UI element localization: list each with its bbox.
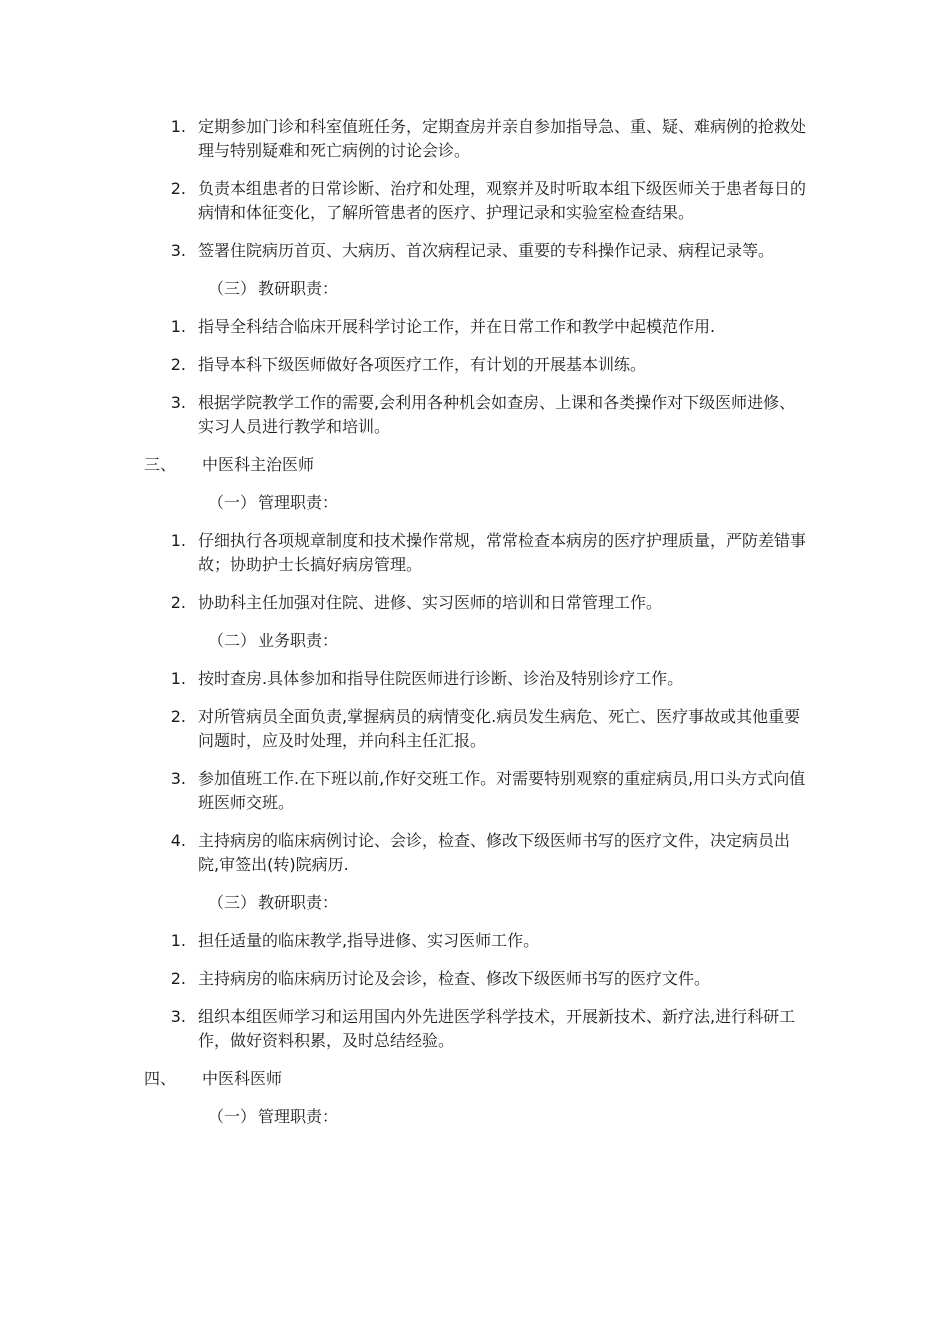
list-text: 根据学院教学工作的需要,会利用各种机会如查房、上课和各类操作对下级医师进修、实习人员进行教学和培训。 bbox=[198, 393, 796, 436]
document-body bbox=[0, 115, 950, 1143]
list-number: 2. bbox=[170, 707, 186, 726]
list-text: 协助科主任加强对住院、进修、实习医师的培训和日常管理工作。 bbox=[198, 593, 663, 612]
list-text: 指导全科结合临床开展科学讨论工作，并在日常工作和教学中起模范作用. bbox=[198, 317, 716, 336]
section-heading-physician bbox=[0, 1067, 950, 1091]
list-text: 负责本组患者的日常诊断、治疗和处理，观察并及时听取本组下级医师关于患者每日的病情和体征变化，了解所管患者的医疗、护理记录和实验室检查结果。 bbox=[198, 179, 807, 222]
list-number: 3. bbox=[170, 769, 186, 788]
list-text: 签署住院病历首页、大病历、首次病程记录、重要的专科操作记录、病程记录等。 bbox=[198, 241, 775, 260]
list-number: 4. bbox=[170, 831, 186, 850]
list-text: 按时查房.具体参加和指导住院医师进行诊断、诊治及特别诊疗工作。 bbox=[198, 669, 684, 688]
subheading-label: 教研职责： bbox=[258, 279, 339, 298]
list-text: 主持病房的临床病例讨论、会诊，检查、修改下级医师书写的医疗文件，决定病员出院,审签出(转)院病历. bbox=[198, 831, 791, 874]
subheading-management-duties bbox=[0, 491, 950, 515]
section-title: 中医科主治医师 bbox=[202, 455, 315, 474]
list-item bbox=[0, 667, 950, 691]
subheading-label: 管理职责： bbox=[258, 1107, 339, 1126]
subheading-teaching-duties bbox=[0, 277, 950, 301]
subheading-management-duties bbox=[0, 1105, 950, 1129]
subheading-number: （一） bbox=[208, 1107, 257, 1126]
list-text: 定期参加门诊和科室值班任务，定期查房并亲自参加指导急、重、疑、难病例的抢救处理与特别疑难和死亡病例的讨论会诊。 bbox=[198, 117, 807, 160]
subheading-number: （三） bbox=[208, 893, 257, 912]
subheading-label: 管理职责： bbox=[258, 493, 339, 512]
section-number: 三、 bbox=[144, 455, 177, 474]
subheading-number: （二） bbox=[208, 631, 257, 650]
list-number: 3. bbox=[170, 241, 186, 260]
list-item bbox=[0, 177, 950, 225]
list-number: 1. bbox=[170, 931, 186, 950]
list-item bbox=[0, 391, 950, 439]
list-text: 指导本科下级医师做好各项医疗工作，有计划的开展基本训练。 bbox=[198, 355, 647, 374]
subheading-teaching-duties bbox=[0, 891, 950, 915]
list-text: 对所管病员全面负责,掌握病员的病情变化.病员发生病危、死亡、医疗事故或其他重要问题时，应及时处理，并向科主任汇报。 bbox=[198, 707, 801, 750]
subheading-label: 业务职责： bbox=[258, 631, 339, 650]
section-number: 四、 bbox=[144, 1069, 177, 1088]
subheading-business-duties bbox=[0, 629, 950, 653]
list-number: 1. bbox=[170, 531, 186, 550]
list-item bbox=[0, 591, 950, 615]
list-item bbox=[0, 705, 950, 753]
list-item bbox=[0, 1005, 950, 1053]
list-item bbox=[0, 767, 950, 815]
list-item bbox=[0, 239, 950, 263]
section-title: 中医科医师 bbox=[202, 1069, 283, 1088]
list-number: 2. bbox=[170, 593, 186, 612]
list-text: 主持病房的临床病历讨论及会诊，检查、修改下级医师书写的医疗文件。 bbox=[198, 969, 711, 988]
list-number: 2. bbox=[170, 355, 186, 374]
list-item bbox=[0, 353, 950, 377]
section-heading-attending-physician bbox=[0, 453, 950, 477]
list-item bbox=[0, 115, 950, 163]
subheading-number: （一） bbox=[208, 493, 257, 512]
list-item bbox=[0, 929, 950, 953]
list-item bbox=[0, 529, 950, 577]
list-text: 担任适量的临床教学,指导进修、实习医师工作。 bbox=[198, 931, 540, 950]
list-number: 2. bbox=[170, 969, 186, 988]
list-text: 组织本组医师学习和运用国内外先进医学科学技术，开展新技术、新疗法,进行科研工作，做好资料积累，及时总结经验。 bbox=[198, 1007, 796, 1050]
list-item bbox=[0, 967, 950, 991]
subheading-number: （三） bbox=[208, 279, 257, 298]
list-item bbox=[0, 829, 950, 877]
list-number: 3. bbox=[170, 393, 186, 412]
list-number: 1. bbox=[170, 317, 186, 336]
list-number: 1. bbox=[170, 669, 186, 688]
list-number: 1. bbox=[170, 117, 186, 136]
list-text: 仔细执行各项规章制度和技术操作常规，常常检查本病房的医疗护理质量，严防差错事故；协助护士长搞好病房管理。 bbox=[198, 531, 807, 574]
list-number: 2. bbox=[170, 179, 186, 198]
list-text: 参加值班工作.在下班以前,作好交班工作。对需要特别观察的重症病员,用口头方式向值班医师交班。 bbox=[198, 769, 806, 812]
subheading-label: 教研职责： bbox=[258, 893, 339, 912]
list-item bbox=[0, 315, 950, 339]
list-number: 3. bbox=[170, 1007, 186, 1026]
